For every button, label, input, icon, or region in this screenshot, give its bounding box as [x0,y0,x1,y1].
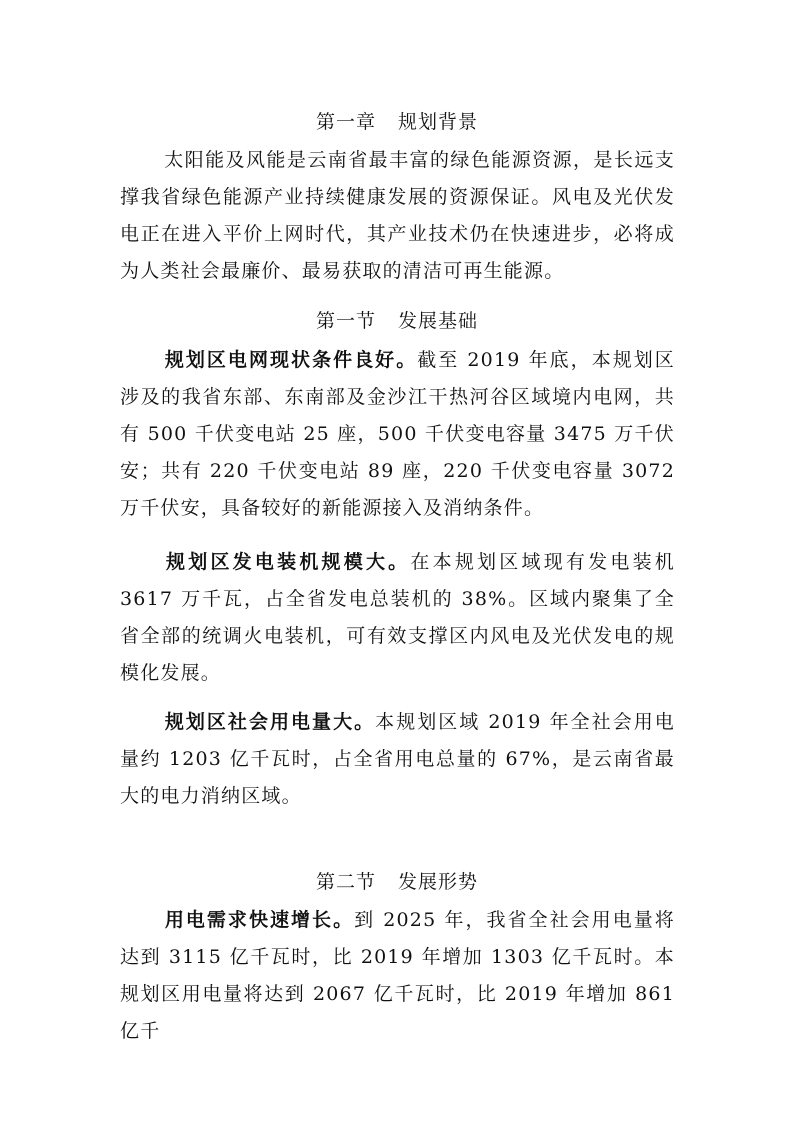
paragraph-lead: 规划区发电装机规模大。 [164,551,411,573]
section-number: 第一节 [315,310,376,332]
section-number: 第二节 [315,871,376,893]
paragraph-text: 到 2025 年，我省全社会用电量将达到 3115 亿千瓦时，比 2019 年增加 1303 亿千瓦时。本规划区用电量将达到 2067 亿千瓦时，比 2019 年增加 861 亿千 [120,909,675,1042]
paragraph-generation-capacity [120,544,675,692]
section-heading-2 [0,868,794,896]
paragraph-lead: 规划区电网现状条件良好。 [164,349,418,371]
chapter-number: 第一章 [315,111,376,133]
paragraph-text: 截至 2019 年底，本规划区涉及的我省东部、东南部及金沙江干热河谷区域境内电网，共有 500 千伏变电站 25 座，500 千伏变电容量 3475 万千伏安；共有 220 千伏变电站 89 座，220 千伏变电容量 3072 万千伏安，具备较好的新能源接入及消纳条件。 [120,349,675,519]
section-title: 发展基础 [398,310,479,332]
section-heading-1 [0,307,794,335]
section-title: 发展形势 [398,871,479,893]
paragraph-text: 在本规划区域现有发电装机 3617 万千瓦，占全省发电总装机的 38%。区域内聚集了全省全部的统调火电装机，可有效支撑区内风电及光伏发电的规模化发展。 [120,551,675,684]
chapter-heading [0,108,794,136]
paragraph-text: 本规划区域 2019 年全社会用电量约 1203 亿千瓦时，占全省用电总量的 67%，是云南省最大的电力消纳区域。 [120,711,675,807]
paragraph-lead: 用电需求快速增长。 [164,909,355,931]
paragraph-lead: 规划区社会用电量大。 [164,711,376,733]
paragraph-power-consumption [120,704,675,815]
intro-paragraph [120,142,675,290]
chapter-title: 规划背景 [398,111,479,133]
paragraph-demand-growth [120,902,675,1050]
paragraph-grid-conditions [120,342,675,527]
intro-text: 太阳能及风能是云南省最丰富的绿色能源资源，是长远支撑我省绿色能源产业持续健康发展的资源保证。风电及光伏发电正在进入平价上网时代，其产业技术仍在快速进步，必将成为人类社会最廉价、最易获取的清洁可再生能源。 [120,149,675,282]
